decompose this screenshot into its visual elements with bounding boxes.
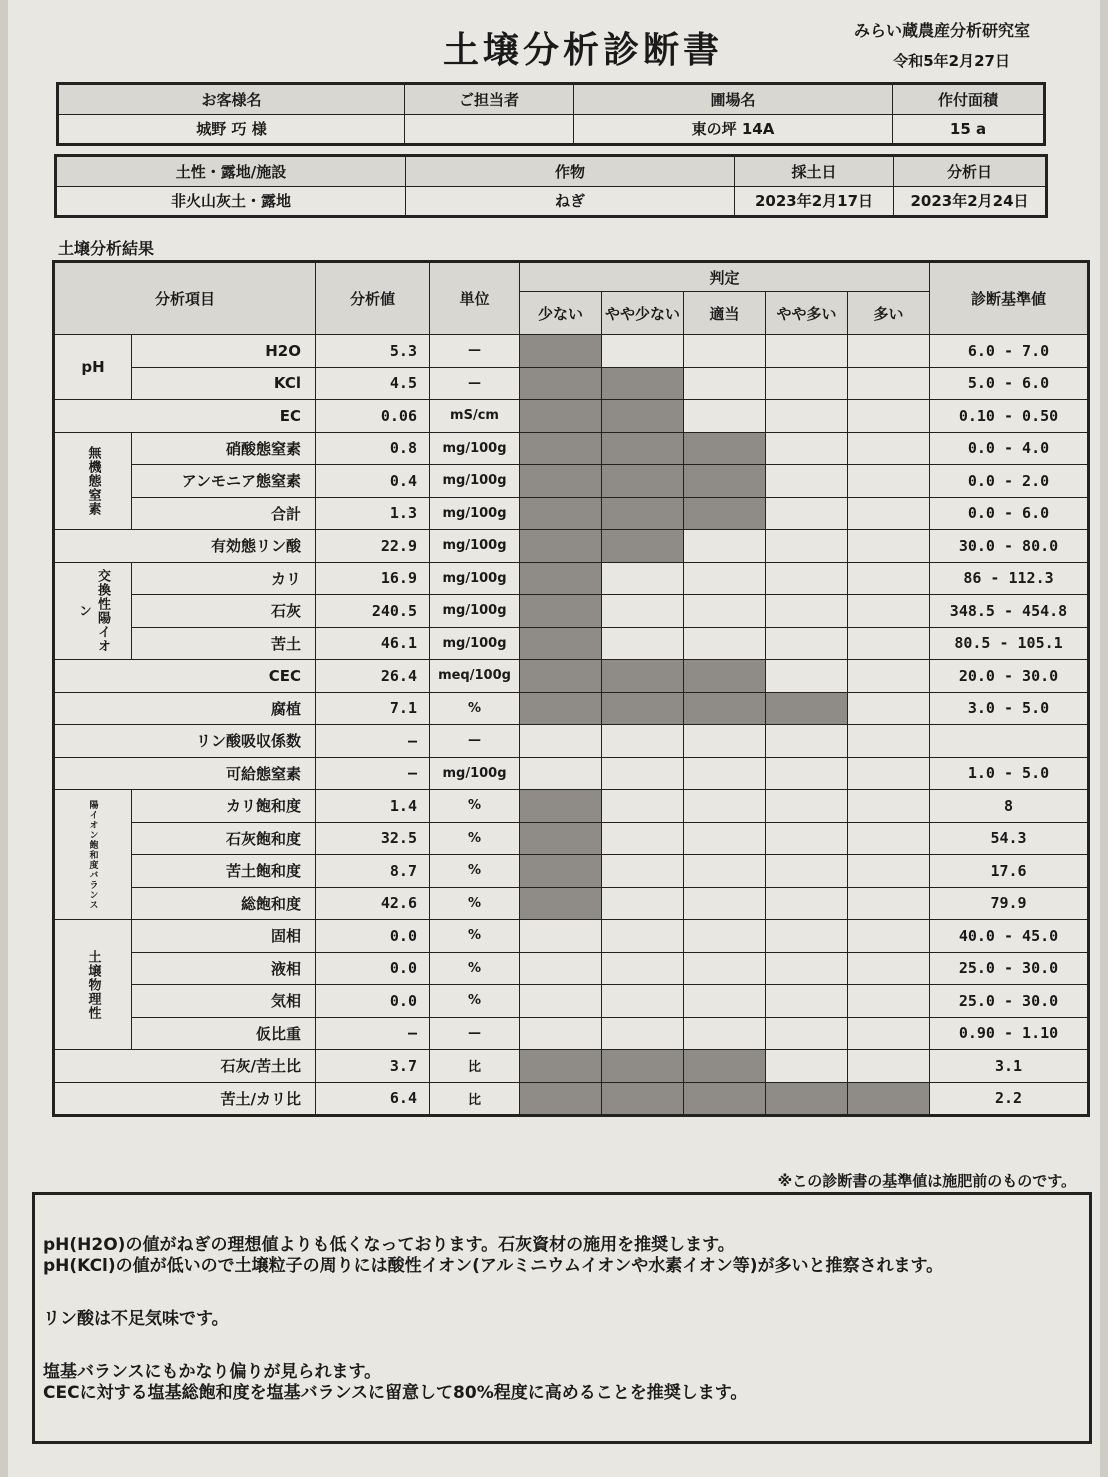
judgment-cell (848, 335, 930, 368)
item-value: — (316, 725, 430, 758)
judgment-cell (848, 757, 930, 790)
judgment-cell (602, 660, 684, 693)
item-unit: % (430, 887, 520, 920)
judgment-cell (848, 855, 930, 888)
judgment-cell (602, 790, 684, 823)
item-value: 0.06 (316, 400, 430, 433)
result-row (54, 725, 1089, 758)
item-unit: mg/100g (430, 530, 520, 563)
standard-value: 5.0 - 6.0 (930, 367, 1089, 400)
item-unit: 比 (430, 1082, 520, 1116)
item-unit: % (430, 790, 520, 823)
judgment-cell (766, 432, 848, 465)
judgment-cell (520, 400, 602, 433)
result-row (54, 1050, 1089, 1083)
info1-header: お客様名 (58, 84, 405, 115)
judgment-cell (520, 1050, 602, 1083)
soil-type: 非火山灰土・露地 (56, 186, 406, 217)
judgment-cell (766, 790, 848, 823)
result-row (54, 497, 1089, 530)
item-unit: mg/100g (430, 562, 520, 595)
item-value: 0.0 (316, 952, 430, 985)
result-row (54, 757, 1089, 790)
judgment-cell (684, 335, 766, 368)
result-row (54, 465, 1089, 498)
field-name: 東の坪 14A (574, 114, 893, 145)
item-value: 1.4 (316, 790, 430, 823)
info1-header: 圃場名 (574, 84, 893, 115)
judgment-cell (684, 1082, 766, 1116)
judgment-cell (684, 530, 766, 563)
item-name: H2O (132, 335, 316, 368)
judgment-cell (766, 400, 848, 433)
judgment-cell (684, 1017, 766, 1050)
result-row (54, 660, 1089, 693)
judgment-cell (684, 757, 766, 790)
judgment-cell (520, 465, 602, 498)
judgment-cell (520, 822, 602, 855)
crop: ねぎ (406, 186, 735, 217)
staff-name (405, 114, 574, 145)
item-value: 3.7 (316, 1050, 430, 1083)
judgment-cell (684, 627, 766, 660)
item-name: カリ飽和度 (132, 790, 316, 823)
level-header: 多い (848, 292, 930, 335)
standard-value: 0.10 - 0.50 (930, 400, 1089, 433)
item-unit: mg/100g (430, 432, 520, 465)
comment-line: 塩基バランスにもかなり偏りが見られます。 (43, 1362, 382, 1382)
judgment-cell (684, 725, 766, 758)
item-unit: % (430, 920, 520, 953)
document-title: 土壌分析診断書 (442, 30, 723, 71)
result-row (54, 530, 1089, 563)
judgment-cell (520, 855, 602, 888)
standard-value (930, 725, 1089, 758)
judgment-cell (684, 432, 766, 465)
item-unit: mS/cm (430, 400, 520, 433)
soil-info-table (54, 154, 1048, 218)
item-value: 4.5 (316, 367, 430, 400)
judgment-cell (766, 627, 848, 660)
group-label: 土壌物理性 (54, 920, 132, 1050)
item-value: — (316, 1017, 430, 1050)
customer-info-table (56, 82, 1046, 146)
judgment-cell (684, 822, 766, 855)
col-header-judgment: 判定 (520, 262, 930, 292)
item-unit: 比 (430, 1050, 520, 1083)
judgment-cell (766, 562, 848, 595)
judgment-cell (848, 692, 930, 725)
standard-value: 54.3 (930, 822, 1089, 855)
judgment-cell (520, 497, 602, 530)
judgment-cell (848, 530, 930, 563)
item-name: 合計 (132, 497, 316, 530)
item-value: 42.6 (316, 887, 430, 920)
issue-date: 令和5年2月27日 (893, 52, 1010, 70)
judgment-cell (766, 465, 848, 498)
judgment-cell (602, 627, 684, 660)
judgment-cell (520, 985, 602, 1018)
judgment-cell (766, 335, 848, 368)
item-unit: mg/100g (430, 465, 520, 498)
item-value: 16.9 (316, 562, 430, 595)
item-value: 22.9 (316, 530, 430, 563)
item-name: 有効態リン酸 (54, 530, 316, 563)
item-name: 苦土/カリ比 (54, 1082, 316, 1116)
judgment-cell (602, 1017, 684, 1050)
item-value: 0.4 (316, 465, 430, 498)
item-unit: % (430, 822, 520, 855)
lab-name: みらい蔵農産分析研究室 (853, 21, 1030, 40)
item-name: 苦土飽和度 (132, 855, 316, 888)
judgment-cell (602, 1082, 684, 1116)
judgment-cell (602, 822, 684, 855)
level-header: やや少ない (602, 292, 684, 335)
judgment-cell (684, 887, 766, 920)
standard-value: 80.5 - 105.1 (930, 627, 1089, 660)
result-row (54, 432, 1089, 465)
item-name: CEC (54, 660, 316, 693)
result-row (54, 887, 1089, 920)
item-value: 7.1 (316, 692, 430, 725)
result-row (54, 920, 1089, 953)
judgment-cell (602, 530, 684, 563)
judgment-cell (602, 952, 684, 985)
item-unit: mg/100g (430, 595, 520, 628)
judgment-cell (766, 887, 848, 920)
group-label: pH (54, 335, 132, 400)
result-row (54, 335, 1089, 368)
col-header-value: 分析値 (316, 262, 430, 335)
analysis-results-table (52, 260, 1090, 1117)
planting-area: 15 a (893, 114, 1045, 145)
item-unit: — (430, 335, 520, 368)
item-unit: — (430, 1017, 520, 1050)
item-name: 腐植 (54, 692, 316, 725)
judgment-cell (520, 920, 602, 953)
item-unit: % (430, 692, 520, 725)
result-row (54, 562, 1089, 595)
group-label: 陽イオン飽和度バランス (54, 790, 132, 920)
judgment-cell (520, 757, 602, 790)
judgment-cell (766, 855, 848, 888)
standard-value: 17.6 (930, 855, 1089, 888)
analysis-date: 2023年2月24日 (894, 186, 1047, 217)
judgment-cell (766, 692, 848, 725)
judgment-cell (520, 335, 602, 368)
document-sheet (8, 0, 1100, 1477)
judgment-cell (520, 432, 602, 465)
judgment-cell (848, 562, 930, 595)
judgment-cell (848, 1082, 930, 1116)
item-unit: % (430, 985, 520, 1018)
judgment-cell (602, 400, 684, 433)
judgment-cell (848, 367, 930, 400)
judgment-cell (684, 1050, 766, 1083)
item-value: 6.4 (316, 1082, 430, 1116)
sampling-date: 2023年2月17日 (735, 186, 894, 217)
result-row (54, 952, 1089, 985)
judgment-cell (602, 367, 684, 400)
judgment-cell (848, 790, 930, 823)
standard-value: 25.0 - 30.0 (930, 985, 1089, 1018)
judgment-cell (602, 497, 684, 530)
info2-header: 作物 (406, 156, 735, 187)
judgment-cell (602, 887, 684, 920)
standard-value: 3.0 - 5.0 (930, 692, 1089, 725)
item-value: 32.5 (316, 822, 430, 855)
result-row (54, 1017, 1089, 1050)
judgment-cell (602, 595, 684, 628)
judgment-cell (520, 952, 602, 985)
level-header: やや多い (766, 292, 848, 335)
comment-line: pH(KCl)の値が低いので土壌粒子の周りには酸性イオン(アルミニウムイオンや水素イオン等)が多いと推察されます。 (43, 1256, 944, 1276)
result-row (54, 627, 1089, 660)
judgment-cell (684, 562, 766, 595)
judgment-cell (766, 952, 848, 985)
judgment-cell (602, 692, 684, 725)
result-row (54, 790, 1089, 823)
item-name: KCl (132, 367, 316, 400)
judgment-cell (520, 530, 602, 563)
standard-value: 1.0 - 5.0 (930, 757, 1089, 790)
judgment-cell (684, 952, 766, 985)
standard-value: 0.90 - 1.10 (930, 1017, 1089, 1050)
item-name: 石灰/苦土比 (54, 1050, 316, 1083)
item-unit: % (430, 952, 520, 985)
item-value: 240.5 (316, 595, 430, 628)
result-row (54, 822, 1089, 855)
judgment-cell (766, 985, 848, 1018)
result-row (54, 855, 1089, 888)
standard-value: 8 (930, 790, 1089, 823)
standard-value: 25.0 - 30.0 (930, 952, 1089, 985)
info2-header: 分析日 (894, 156, 1047, 187)
judgment-cell (684, 497, 766, 530)
comment-line: リン酸は不足気味です。 (43, 1309, 229, 1329)
item-name: 苦土 (132, 627, 316, 660)
item-name: 気相 (132, 985, 316, 1018)
result-row (54, 367, 1089, 400)
info1-header: 作付面積 (893, 84, 1045, 115)
group-label: 無機態窒素 (54, 432, 132, 530)
judgment-cell (602, 985, 684, 1018)
item-value: 1.3 (316, 497, 430, 530)
standard-value: 30.0 - 80.0 (930, 530, 1089, 563)
item-name: アンモニア態窒素 (132, 465, 316, 498)
judgment-cell (602, 920, 684, 953)
judgment-cell (520, 790, 602, 823)
judgment-cell (848, 952, 930, 985)
judgment-cell (848, 400, 930, 433)
result-row (54, 985, 1089, 1018)
judgment-cell (848, 465, 930, 498)
judgment-cell (602, 432, 684, 465)
item-unit: mg/100g (430, 627, 520, 660)
col-header-item: 分析項目 (54, 262, 316, 335)
judgment-cell (520, 562, 602, 595)
standard-value: 2.2 (930, 1082, 1089, 1116)
item-unit: % (430, 855, 520, 888)
judgment-cell (766, 725, 848, 758)
judgment-cell (848, 1017, 930, 1050)
judgment-cell (602, 757, 684, 790)
comment-line: CECに対する塩基総飽和度を塩基バランスに留意して80%程度に高めることを推奨します。 (43, 1383, 748, 1403)
judgment-cell (684, 985, 766, 1018)
judgment-cell (684, 855, 766, 888)
item-value: — (316, 757, 430, 790)
result-row (54, 595, 1089, 628)
judgment-cell (848, 725, 930, 758)
info2-header: 採土日 (735, 156, 894, 187)
item-name: 硝酸態窒素 (132, 432, 316, 465)
standard-value: 3.1 (930, 1050, 1089, 1083)
judgment-cell (684, 595, 766, 628)
item-name: 固相 (132, 920, 316, 953)
judgment-cell (684, 660, 766, 693)
judgment-cell (520, 627, 602, 660)
results-section-label: 土壌分析結果 (58, 239, 155, 258)
standard-value: 0.0 - 4.0 (930, 432, 1089, 465)
judgment-cell (848, 920, 930, 953)
judgment-cell (848, 595, 930, 628)
item-unit: meq/100g (430, 660, 520, 693)
item-value: 8.7 (316, 855, 430, 888)
judgment-cell (766, 1017, 848, 1050)
judgment-cell (766, 1050, 848, 1083)
judgment-cell (520, 1082, 602, 1116)
result-row (54, 400, 1089, 433)
item-name: 液相 (132, 952, 316, 985)
judgment-cell (684, 920, 766, 953)
item-name: カリ (132, 562, 316, 595)
judgment-cell (766, 920, 848, 953)
judgment-cell (848, 432, 930, 465)
judgment-cell (848, 1050, 930, 1083)
item-unit: mg/100g (430, 757, 520, 790)
item-unit: — (430, 725, 520, 758)
level-header: 適当 (684, 292, 766, 335)
judgment-cell (848, 985, 930, 1018)
item-value: 26.4 (316, 660, 430, 693)
item-value: 0.0 (316, 985, 430, 1018)
judgment-cell (766, 757, 848, 790)
judgment-cell (766, 822, 848, 855)
col-header-standard: 診断基準値 (930, 262, 1089, 335)
standard-value: 348.5 - 454.8 (930, 595, 1089, 628)
judgment-cell (766, 497, 848, 530)
judgment-cell (684, 790, 766, 823)
item-name: 石灰飽和度 (132, 822, 316, 855)
judgment-cell (766, 1082, 848, 1116)
judgment-cell (766, 367, 848, 400)
customer-name: 城野 巧 様 (58, 114, 405, 145)
item-name: 石灰 (132, 595, 316, 628)
judgment-cell (520, 887, 602, 920)
judgment-cell (766, 660, 848, 693)
item-value: 0.8 (316, 432, 430, 465)
standard-value: 79.9 (930, 887, 1089, 920)
item-name: リン酸吸収係数 (54, 725, 316, 758)
item-value: 0.0 (316, 920, 430, 953)
result-row (54, 1082, 1089, 1116)
standard-note: ※この診断書の基準値は施肥前のものです。 (777, 1172, 1076, 1190)
level-header: 少ない (520, 292, 602, 335)
col-header-unit: 単位 (430, 262, 520, 335)
judgment-cell (602, 725, 684, 758)
diagnosis-comment-box (32, 1192, 1092, 1444)
item-value: 5.3 (316, 335, 430, 368)
item-name: 総飽和度 (132, 887, 316, 920)
judgment-cell (684, 465, 766, 498)
judgment-cell (602, 465, 684, 498)
standard-value: 0.0 - 2.0 (930, 465, 1089, 498)
judgment-cell (602, 1050, 684, 1083)
judgment-cell (848, 627, 930, 660)
judgment-cell (520, 725, 602, 758)
item-name: EC (54, 400, 316, 433)
judgment-cell (684, 367, 766, 400)
item-name: 可給態窒素 (54, 757, 316, 790)
standard-value: 6.0 - 7.0 (930, 335, 1089, 368)
standard-value: 0.0 - 6.0 (930, 497, 1089, 530)
standard-value: 86 - 112.3 (930, 562, 1089, 595)
judgment-cell (520, 367, 602, 400)
item-unit: mg/100g (430, 497, 520, 530)
judgment-cell (848, 660, 930, 693)
info1-header: ご担当者 (405, 84, 574, 115)
judgment-cell (602, 562, 684, 595)
item-unit: — (430, 367, 520, 400)
judgment-cell (520, 660, 602, 693)
judgment-cell (520, 595, 602, 628)
judgment-cell (684, 692, 766, 725)
judgment-cell (602, 855, 684, 888)
judgment-cell (602, 335, 684, 368)
info2-header: 土性・露地/施設 (56, 156, 406, 187)
judgment-cell (684, 400, 766, 433)
judgment-cell (766, 595, 848, 628)
judgment-cell (520, 692, 602, 725)
judgment-cell (766, 530, 848, 563)
judgment-cell (848, 887, 930, 920)
judgment-cell (848, 497, 930, 530)
standard-value: 40.0 - 45.0 (930, 920, 1089, 953)
standard-value: 20.0 - 30.0 (930, 660, 1089, 693)
item-name: 仮比重 (132, 1017, 316, 1050)
result-row (54, 692, 1089, 725)
item-value: 46.1 (316, 627, 430, 660)
comment-line: pH(H2O)の値がねぎの理想値よりも低くなっております。石灰資材の施用を推奨します。 (43, 1235, 735, 1255)
judgment-cell (848, 822, 930, 855)
group-label: 交換性陽イオン (54, 562, 132, 660)
judgment-cell (520, 1017, 602, 1050)
